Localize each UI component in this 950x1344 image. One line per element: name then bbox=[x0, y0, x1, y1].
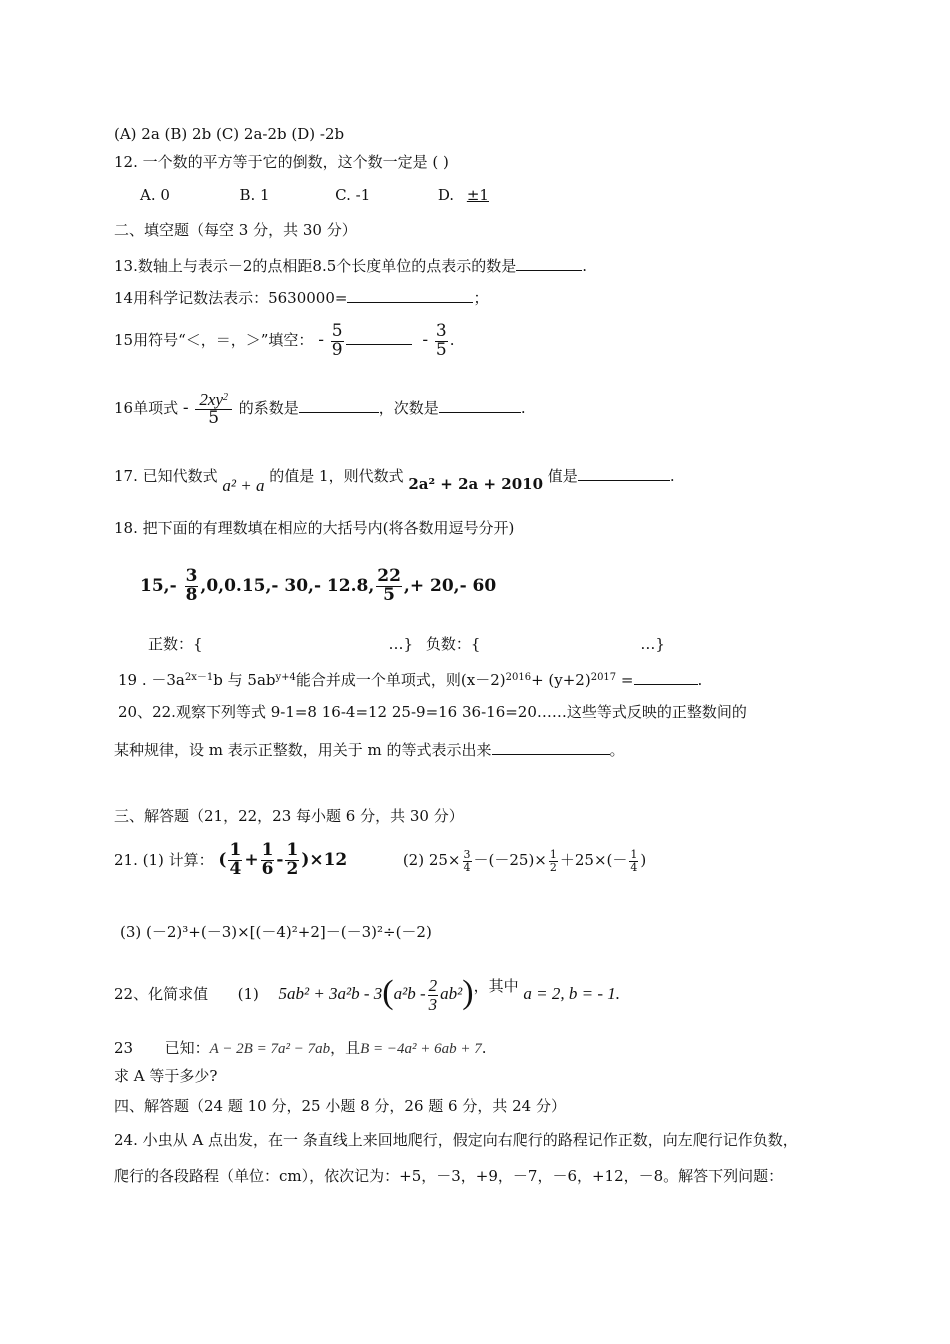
q19-a: 19 . －3a bbox=[118, 671, 185, 689]
q16-end: . bbox=[520, 399, 526, 417]
section-3-heading: 三、解答题（21，22，23 每小题 6 分，共 30 分） bbox=[114, 807, 464, 825]
q14 bbox=[114, 286, 488, 308]
q16-prefix: 16单项式 bbox=[114, 399, 179, 417]
q16 bbox=[114, 380, 526, 436]
q18-fraction-1 bbox=[185, 568, 199, 605]
q17 bbox=[114, 460, 675, 502]
q19-sup4: 2017 bbox=[590, 672, 617, 683]
q16-den: 5 bbox=[208, 407, 220, 428]
q21-f2-num: 1 bbox=[261, 840, 274, 861]
q21-close: )×12 bbox=[301, 850, 348, 870]
q17-end: . bbox=[669, 467, 675, 485]
q20-line-2 bbox=[114, 738, 625, 760]
q12-option-b: B. 1 bbox=[239, 186, 270, 204]
q18-positive-end: …} bbox=[388, 635, 414, 653]
q19-sup3: 2016 bbox=[505, 672, 532, 683]
q21-part3: (3) (－2)³+(－3)×[(－4)²+2]－(－3)²÷(－2) bbox=[120, 923, 432, 941]
q20-line2-text: 某种规律，设 m 表示正整数，用关于 m 的等式表示出来 bbox=[114, 741, 492, 759]
q12-option-d: D. bbox=[437, 186, 455, 204]
q15-minus-2: - bbox=[422, 330, 429, 350]
q18-frac2-den: 5 bbox=[383, 585, 395, 605]
q21-g3-den: 4 bbox=[630, 860, 638, 874]
q21-f3-num: 1 bbox=[286, 840, 299, 861]
q21-plus: + bbox=[244, 850, 259, 870]
q18-negative-end: …} bbox=[640, 635, 665, 653]
q13-end: . bbox=[582, 257, 588, 275]
q21-open: ( bbox=[218, 850, 227, 870]
q19-blank[interactable] bbox=[634, 668, 698, 685]
q17-expr1: a² + a bbox=[222, 476, 265, 495]
q23-num: 23 bbox=[114, 1039, 134, 1057]
q21-f1-num: 1 bbox=[229, 840, 242, 861]
q22-e1: 5ab² + 3a²b - 3 bbox=[278, 984, 383, 1003]
q21-frac1 bbox=[228, 842, 242, 879]
q21-p2c: ＋25×(－ bbox=[559, 851, 628, 869]
q18-positive-label: 正数：{ bbox=[148, 635, 203, 653]
q16-exp: 2 bbox=[223, 391, 228, 403]
q16-num: 2xy bbox=[199, 389, 223, 409]
q21-frac2 bbox=[261, 842, 275, 879]
q17-expr2: 2a² + 2a + 2010 bbox=[408, 475, 544, 493]
q22-label: 22、化简求值 bbox=[114, 985, 209, 1003]
q24-line-2: 爬行的各段路程（单位：cm），依次记为：+5，－3，+9，－7，－6，+12，－8。解答下列问题： bbox=[114, 1167, 784, 1185]
q21-frac3 bbox=[285, 842, 299, 879]
q23-end: . bbox=[481, 1039, 487, 1057]
q21-part2-expr bbox=[402, 847, 647, 874]
q19 bbox=[118, 668, 702, 690]
q14-blank[interactable] bbox=[347, 286, 473, 303]
q19-sup2: y+4 bbox=[275, 672, 296, 683]
q21-f2-den: 6 bbox=[261, 859, 274, 879]
q19-d: + (y+2) bbox=[531, 671, 591, 689]
q15-frac1-num: 5 bbox=[331, 320, 343, 341]
q18-negative-label: 负数：{ bbox=[425, 635, 481, 653]
q15-text: 15用符号“＜，＝，＞”填空： bbox=[114, 331, 314, 349]
q22-expression: 5ab² + 3a²b - 3(a²b - $\frac{2}{3}$ ab²) bbox=[278, 974, 474, 1014]
q18-frac2-num: 22 bbox=[377, 566, 401, 587]
q21-g1-den: 4 bbox=[463, 860, 471, 874]
q15-fraction-1 bbox=[331, 320, 344, 360]
q16-blank-2[interactable] bbox=[439, 396, 521, 413]
section-2-heading: 二、填空题（每空 3 分，共 30 分） bbox=[114, 221, 357, 239]
q22-e2: a²b - bbox=[393, 984, 426, 1003]
q14-text: 14用科学记数法表示：5630000= bbox=[114, 289, 348, 307]
q12-stem: 12. 一个数的平方等于它的倒数，这个数一定是 ( ) bbox=[114, 153, 449, 171]
q20-end: 。 bbox=[609, 741, 625, 759]
q17-mid: 的值是 1，则代数式 bbox=[269, 467, 404, 485]
q18-seq-a: 15,- bbox=[140, 576, 177, 596]
q18-numbers bbox=[140, 562, 496, 610]
q23-eq1: A − 2B = 7a² − 7ab bbox=[209, 1041, 331, 1057]
q23-text: 已知： bbox=[164, 1039, 210, 1057]
q12-options bbox=[140, 185, 489, 205]
q18-frac1-den: 8 bbox=[185, 585, 198, 605]
q15-minus-1: - bbox=[318, 330, 324, 350]
q21-p2b: －(－25)× bbox=[473, 851, 547, 869]
q22-fraction bbox=[428, 977, 439, 1014]
q24-line-1: 24. 小虫从 A 点出发，在一 条直线上来回地爬行，假定向右爬行的路程记作正数，向左爬行记作负数， bbox=[114, 1131, 798, 1149]
q21-g3-num: 1 bbox=[630, 847, 638, 861]
q16-blank-1[interactable] bbox=[299, 396, 379, 413]
q20-blank[interactable] bbox=[492, 738, 610, 755]
q13-blank[interactable] bbox=[516, 254, 582, 271]
q21 bbox=[114, 836, 646, 884]
q15-frac2-den: 5 bbox=[435, 339, 447, 360]
q21-g1 bbox=[463, 849, 472, 873]
q22-where: ，其中 bbox=[473, 977, 519, 995]
q15-frac1-den: 9 bbox=[331, 339, 343, 360]
q12-option-d-value: ±1 bbox=[466, 186, 489, 204]
q22-f-num: 2 bbox=[428, 975, 438, 995]
q21-f3-den: 2 bbox=[286, 859, 299, 879]
q21-g2-den: 2 bbox=[549, 860, 557, 874]
q22-part: (1) bbox=[237, 985, 259, 1003]
section-4-heading: 四、解答题（24 题 10 分，25 小题 8 分，26 题 6 分，共 24 分） bbox=[114, 1097, 566, 1115]
q23 bbox=[114, 1038, 487, 1059]
q16-minus: - bbox=[182, 398, 189, 418]
q19-sup1: 2x－1 bbox=[184, 672, 214, 683]
q12-option-a: A. 0 bbox=[140, 186, 170, 204]
q14-end: ； bbox=[473, 289, 489, 307]
q11-options: (A) 2a (B) 2b (C) 2a-2b (D) -2b bbox=[114, 125, 345, 143]
q22 bbox=[114, 960, 620, 1020]
q18-fraction-2 bbox=[376, 568, 402, 605]
q19-c: 能合并成一个单项式，则(x－2) bbox=[295, 671, 506, 689]
q21-minus: - bbox=[276, 850, 284, 870]
q12-option-c: C. -1 bbox=[335, 186, 371, 204]
q21-part1-label: 21. (1) 计算： bbox=[114, 851, 214, 869]
q21-g3 bbox=[629, 849, 638, 873]
q23-ask: 求 A 等于多少? bbox=[114, 1067, 218, 1085]
q22-f-den: 3 bbox=[428, 994, 438, 1014]
q13-text: 13.数轴上与表示－2的点相距8.5个长度单位的点表示的数是 bbox=[114, 257, 517, 275]
q15 bbox=[114, 316, 455, 364]
q15-fraction-2 bbox=[435, 320, 448, 360]
q18-seq-b: ,0,0.15,- 30,- 12.8, bbox=[200, 576, 375, 596]
q15-blank[interactable] bbox=[346, 328, 412, 345]
q13 bbox=[114, 254, 587, 276]
q21-f1-den: 4 bbox=[229, 859, 242, 879]
q17-blank[interactable] bbox=[578, 464, 670, 481]
q15-frac2-num: 3 bbox=[435, 320, 447, 341]
q21-g2-num: 1 bbox=[549, 847, 557, 861]
q16-mid2: ，次数是 bbox=[378, 399, 439, 417]
q19-end: . bbox=[697, 671, 703, 689]
q18-seq-c: ,+ 20,- 60 bbox=[403, 576, 497, 596]
q21-part1-expr bbox=[218, 840, 348, 879]
q17-prefix: 17. 已知代数式 bbox=[114, 467, 218, 485]
q21-g1-num: 3 bbox=[463, 847, 471, 861]
q22-condition: a = 2, b = - 1. bbox=[523, 984, 620, 1003]
q19-e: = bbox=[616, 671, 634, 689]
q21-g2 bbox=[549, 849, 558, 873]
q15-end: . bbox=[449, 331, 455, 349]
q18-brackets bbox=[148, 634, 665, 654]
q23-mid: ，且 bbox=[330, 1039, 361, 1057]
q17-mid2: 值是 bbox=[547, 467, 578, 485]
q21-p2d: ) bbox=[640, 851, 647, 869]
q16-fraction bbox=[195, 391, 232, 428]
q18-text: 18. 把下面的有理数填在相应的大括号内(将各数用逗号分开) bbox=[114, 519, 515, 537]
q18-frac1-num: 3 bbox=[185, 566, 198, 587]
q16-mid: 的系数是 bbox=[238, 399, 299, 417]
q21-p2a: (2) 25× bbox=[402, 851, 461, 869]
q20-line-1: 20、22.观察下列等式 9-1=8 16-4=12 25-9=16 36-16=20……这些等式反映的正整数间的 bbox=[118, 703, 747, 721]
q22-e3: ab² bbox=[440, 984, 463, 1003]
q23-eq2: B = −4a² + 6ab + 7 bbox=[360, 1041, 482, 1057]
q19-b: b 与 5ab bbox=[213, 671, 276, 689]
